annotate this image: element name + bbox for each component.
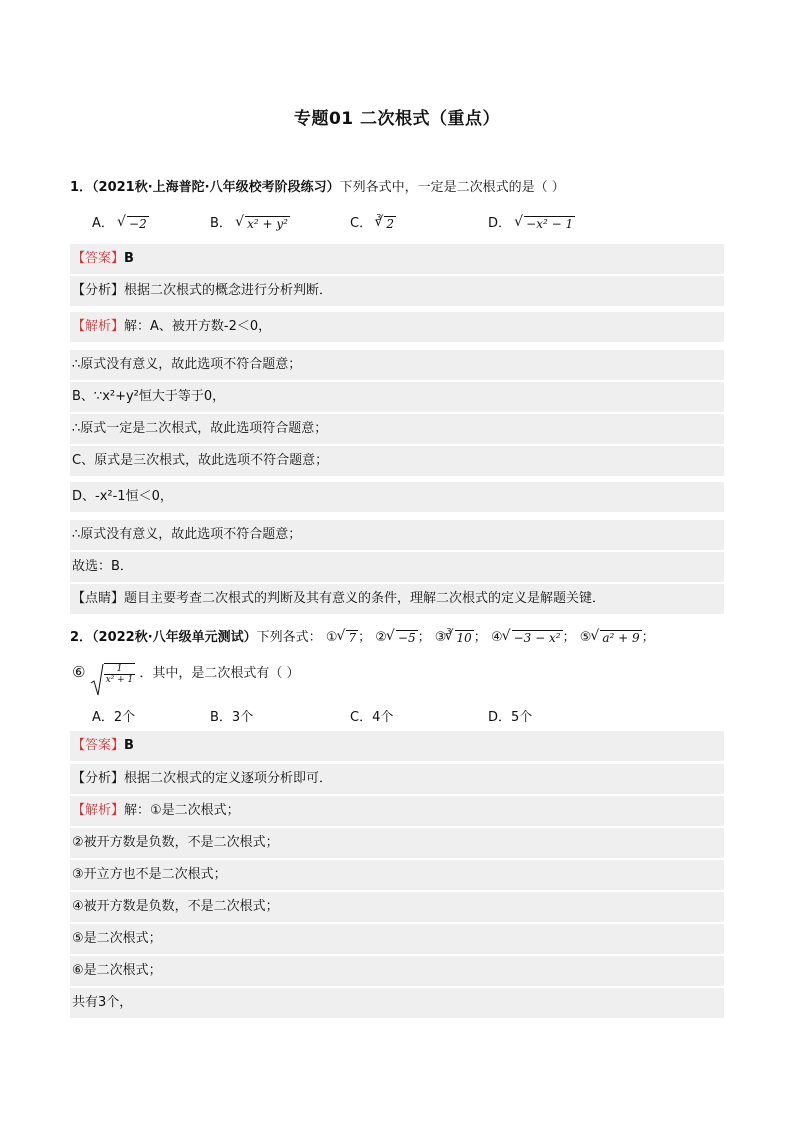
solution-line-row	[70, 414, 724, 444]
radicand: 10	[456, 630, 472, 645]
option-d	[488, 706, 532, 725]
denominator: x² + 1	[105, 674, 134, 685]
comment-row	[70, 584, 724, 614]
option-letter: B．	[210, 216, 232, 231]
option-letter: C．	[350, 710, 373, 725]
comment-tag: 【点睛】	[72, 591, 125, 606]
item-mark: ⑥	[72, 663, 86, 681]
solution-line: ④被开方数是负数，不是二次根式；	[72, 899, 279, 914]
solution-line-row	[70, 482, 724, 512]
analysis-tag: 【分析】	[72, 771, 125, 786]
option-letter: B．	[210, 710, 232, 725]
solution-line-row	[70, 552, 724, 582]
solution-line-row	[70, 860, 724, 890]
analysis-text: 根据二次根式的定义逐项分析即可．	[124, 771, 333, 786]
option-letter: A．	[92, 710, 114, 725]
solution-tag: 【解析】	[72, 319, 125, 334]
solution-line: ∴原式没有意义，故此选项不符合题意；	[72, 357, 302, 372]
question-source: （2022秋·八年级单元测试）	[92, 630, 257, 645]
solution-line-row	[70, 446, 724, 476]
question-2-stem-cont	[72, 662, 300, 685]
question-2-stem: 2．（2022秋·八年级单元测试）下列各式： ①√ 7 ； ②√ −5 ； ③$^3$√ 10 ； ④√ −3 − x² ； ⑤√ a² + 9 ；	[70, 626, 655, 646]
option-a	[92, 706, 135, 725]
solution-line-row	[70, 520, 724, 550]
question-text: 下列各式中，一定是二次根式的是（ ）	[339, 180, 565, 195]
root-index: 3	[376, 213, 382, 222]
sqrt-expression	[118, 216, 149, 232]
item-mark: ③	[434, 630, 447, 645]
option-c	[350, 706, 393, 725]
question-number: 2．	[70, 630, 93, 645]
fraction	[104, 664, 136, 685]
radicand: 2	[386, 216, 394, 231]
radicand: −5	[397, 630, 416, 645]
radicand: x² + y²	[247, 216, 288, 231]
solution-line-row	[70, 956, 724, 986]
analysis-row	[70, 276, 724, 306]
answer-tag: 【答案】	[72, 738, 125, 753]
radicand: a² + 9	[602, 630, 640, 645]
option-text: 3个	[231, 710, 254, 725]
numerator: 1	[104, 664, 136, 675]
option-a	[92, 212, 149, 232]
question-1-stem	[70, 176, 565, 195]
solution-line-row	[70, 350, 724, 380]
option-letter: A．	[92, 216, 114, 231]
sqrt-expression	[591, 630, 641, 646]
solution-row	[70, 312, 724, 342]
solution-line: D、-x²-1恒＜0，	[72, 489, 173, 504]
answer-row	[70, 731, 724, 761]
answer-value: B	[124, 251, 134, 266]
option-b	[210, 706, 253, 725]
option-letter: D．	[488, 710, 512, 725]
question-text: 下列各式：	[256, 630, 322, 645]
item-mark: ①	[325, 630, 338, 645]
sqrt-expression	[236, 216, 290, 232]
solution-line: 解：A、被开方数-2＜0，	[124, 319, 272, 334]
sqrt-fraction-expression	[90, 663, 136, 685]
comment-text: 题目主要考查二次根式的判断及其有意义的条件，理解二次根式的定义是解题关键．	[124, 591, 606, 606]
sqrt-expression	[337, 630, 358, 646]
item-mark: ④	[490, 630, 503, 645]
answer-row	[70, 244, 724, 274]
item-mark: ⑤	[579, 630, 592, 645]
answer-tag: 【答案】	[72, 251, 125, 266]
sqrt-expression	[503, 630, 563, 646]
analysis-tag: 【分析】	[72, 283, 125, 298]
solution-line: ⑥是二次根式；	[72, 963, 162, 978]
question-number: 1．	[70, 180, 93, 195]
option-b	[210, 212, 290, 232]
solution-line: C、原式是三次根式，故此选项不符合题意；	[72, 453, 329, 468]
analysis-text: 根据二次根式的概念进行分析判断．	[124, 283, 333, 298]
solution-line: ⑤是二次根式；	[72, 931, 162, 946]
solution-line: ②被开方数是负数，不是二次根式；	[72, 835, 279, 850]
cube-root-expression	[446, 630, 474, 646]
solution-line: ∴原式一定是二次根式，故此选项符合题意；	[72, 421, 328, 436]
option-text: 2个	[113, 710, 136, 725]
solution-line: ∴原式没有意义，故此选项不符合题意；	[72, 527, 302, 542]
solution-line: 共有3个，	[72, 995, 133, 1010]
radicand: −x² − 1	[526, 216, 574, 231]
page-title: 专题01 二次根式（重点）	[293, 109, 501, 129]
solution-line-row	[70, 924, 724, 954]
solution-line-row	[70, 382, 724, 412]
solution-row	[70, 796, 724, 826]
radicand: 7	[348, 630, 357, 645]
option-d	[488, 212, 575, 232]
option-text: 4个	[372, 710, 394, 725]
item-mark: ②	[375, 630, 387, 645]
solution-line: ③开立方也不是二次根式；	[72, 867, 227, 882]
question-source: （2021秋·上海普陀·八年级校考阶段练习）	[92, 180, 340, 195]
sqrt-expression	[515, 216, 575, 232]
radicand: −3 − x²	[513, 630, 561, 645]
option-letter: D．	[488, 216, 512, 231]
solution-line-row	[70, 892, 724, 922]
radicand: −2	[129, 216, 147, 231]
solution-line: 解：①是二次根式；	[124, 803, 240, 818]
question-text: ．其中，是二次根式有（ ）	[139, 666, 300, 681]
root-index: 3	[446, 627, 452, 636]
option-letter: C．	[350, 216, 373, 231]
answer-value: B	[124, 738, 134, 753]
radical-sign-icon	[90, 663, 104, 697]
analysis-row	[70, 764, 724, 794]
solution-line: B、∵x²+y²恒大于等于0，	[72, 389, 226, 404]
solution-tag: 【解析】	[72, 803, 125, 818]
option-c	[350, 212, 396, 232]
sqrt-expression	[387, 630, 418, 646]
cube-root-expression	[375, 216, 396, 232]
option-text: 5个	[511, 710, 533, 725]
solution-line-row	[70, 828, 724, 858]
solution-line: 故选：B．	[72, 559, 133, 574]
solution-line-row	[70, 988, 724, 1018]
